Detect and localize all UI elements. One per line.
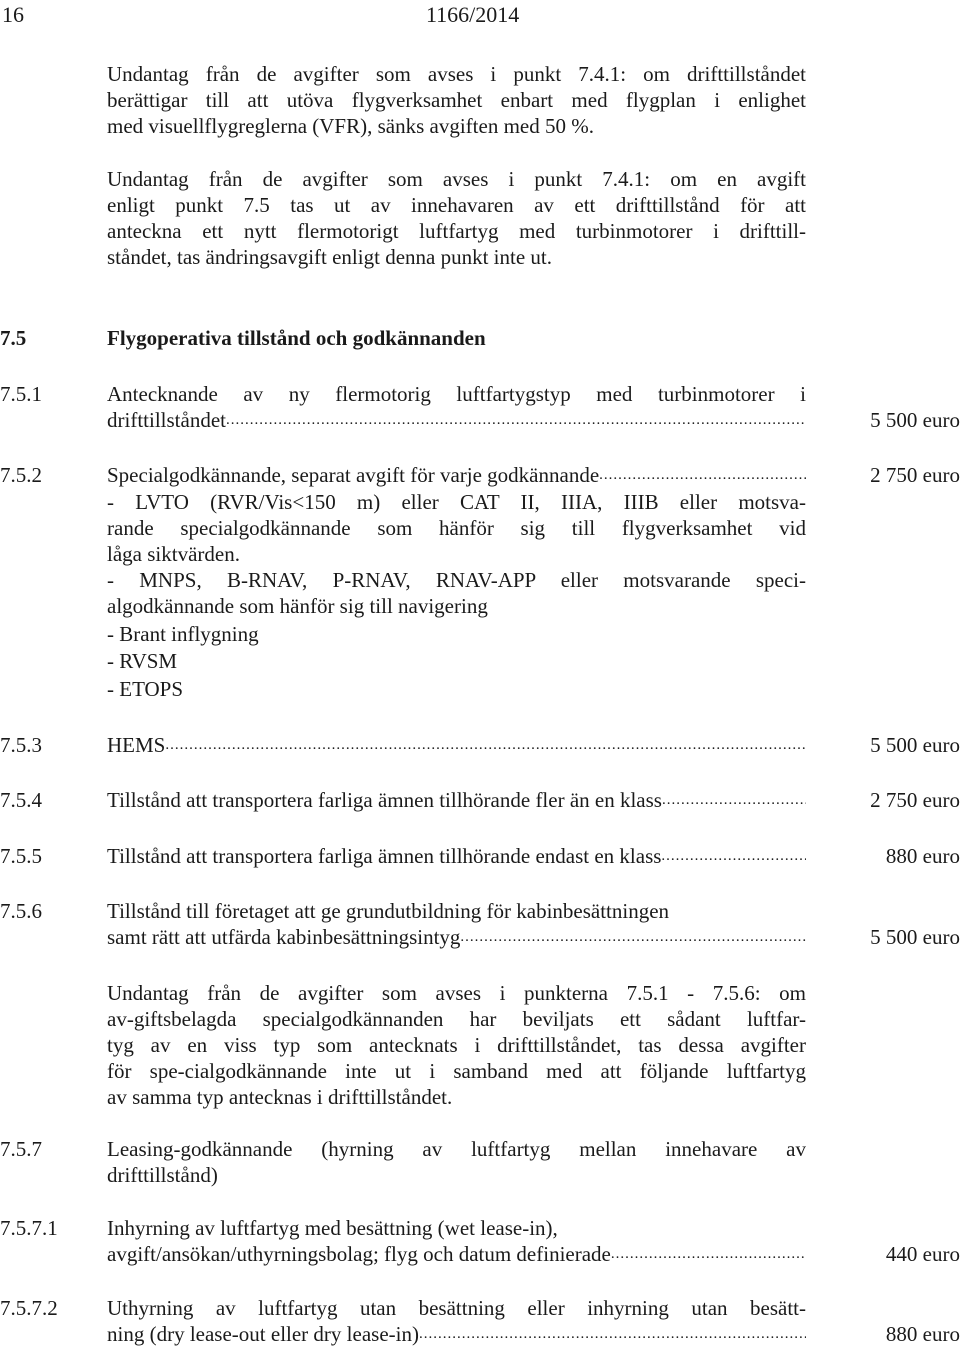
item-amount: 5 500 euro <box>870 733 960 757</box>
item-amount: 2 750 euro <box>870 788 960 812</box>
dot-leader <box>419 1321 806 1347</box>
dot-leader <box>611 1241 806 1267</box>
sub-item-line: låga siktvärden. <box>107 542 240 566</box>
item-leader-line <box>107 407 806 433</box>
paragraph-line: Undantag från de avgifter som avses i punkterna 7.5.1 - 7.5.6: om <box>107 981 806 1005</box>
item-text: Inhyrning av luftfartyg med besättning (wet lease-in), <box>107 1216 558 1240</box>
item-number: 7.5.5 <box>0 844 42 868</box>
item-amount: 440 euro <box>885 1242 960 1266</box>
dot-leader <box>165 732 806 758</box>
item-number: 7.5.3 <box>0 733 42 757</box>
item-text: Antecknande av ny flermotorig luftfartygstyp med turbinmotorer i <box>107 382 806 406</box>
item-amount: 880 euro <box>885 844 960 868</box>
dot-leader <box>599 462 806 488</box>
sub-item-line: algodkännande som hänför sig till navigering <box>107 594 488 618</box>
dot-leader <box>460 924 806 950</box>
item-text: drifttillståndet <box>107 408 226 432</box>
section-title: Flygoperativa tillstånd och godkännanden <box>107 326 486 350</box>
sub-item-line: - Brant inflygning <box>107 622 259 646</box>
item-text: ning (dry lease-out eller dry lease-in) <box>107 1322 419 1346</box>
item-text: Tillstånd att transportera farliga ämnen tillhörande fler än en klass <box>107 788 662 812</box>
sub-item-line: rande specialgodkännande som hänför sig till flygverksamhet vid <box>107 516 806 540</box>
item-text: Specialgodkännande, separat avgift för varje godkännande <box>107 463 600 487</box>
item-text: Tillstånd till företaget att ge grundutbildning för kabinbesättningen <box>107 899 670 923</box>
item-number: 7.5.4 <box>0 788 42 812</box>
item-leader-line <box>107 732 806 758</box>
item-leader-line <box>107 1321 806 1347</box>
section-number: 7.5 <box>0 326 27 350</box>
item-text: Uthyrning av luftfartyg utan besättning eller inhyrning utan besätt- <box>107 1296 806 1320</box>
paragraph-line: berättigar till att utöva flygverksamhet enbart med flygplan i enlighet <box>107 88 806 112</box>
item-number: 7.5.7.1 <box>0 1216 58 1240</box>
paragraph-line: av-giftsbelagda specialgodkännanden har beviljats ett sådant luftfar- <box>107 1007 806 1031</box>
document-id: 1166/2014 <box>426 2 520 27</box>
dot-leader <box>662 787 806 813</box>
item-number: 7.5.1 <box>0 382 42 406</box>
item-text: drifttillstånd) <box>107 1163 218 1187</box>
sub-item-line: - RVSM <box>107 649 178 673</box>
paragraph-line: anteckna ett nytt flermotorigt luftfartyg med turbinmotorer i drifttill- <box>107 219 806 243</box>
page-number: 16 <box>2 2 24 27</box>
paragraph-line: med visuellflygreglerna (VFR), sänks avgiften med 50 %. <box>107 114 594 138</box>
item-leader-line <box>107 462 806 488</box>
item-amount: 2 750 euro <box>870 463 960 487</box>
paragraph-line: enligt punkt 7.5 tas ut av innehavaren av ett drifttillstånd för att <box>107 193 806 217</box>
paragraph-line: Undantag från de avgifter som avses i punkt 7.4.1: om drifttillståndet <box>107 62 806 86</box>
dot-leader <box>661 843 806 869</box>
item-number: 7.5.7 <box>0 1137 42 1161</box>
paragraph-line: ståndet, tas ändringsavgift enligt denna punkt inte ut. <box>107 245 552 269</box>
item-amount: 5 500 euro <box>870 925 960 949</box>
item-text: Leasing-godkännande (hyrning av luftfartyg mellan innehavare av <box>107 1137 806 1161</box>
sub-item-line: - MNPS, B-RNAV, P-RNAV, RNAV-APP eller motsvarande speci- <box>107 568 806 592</box>
item-leader-line <box>107 787 806 813</box>
dot-leader <box>226 407 806 433</box>
item-text: samt rätt att utfärda kabinbesättningsintyg <box>107 925 461 949</box>
item-text: avgift/ansökan/uthyrningsbolag; flyg och datum definierade <box>107 1242 611 1266</box>
paragraph-line: tyg av en viss typ som antecknats i drifttillståndet, tas dessa avgifter <box>107 1033 806 1057</box>
paragraph-line: för spe-cialgodkännande inte ut i samband med att följande luftfartyg <box>107 1059 806 1083</box>
paragraph-line: av samma typ antecknas i drifttillståndet. <box>107 1085 453 1109</box>
item-text: Tillstånd att transportera farliga ämnen tillhörande endast en klass <box>107 844 662 868</box>
sub-item-line: - ETOPS <box>107 677 184 701</box>
item-leader-line <box>107 843 806 869</box>
item-amount: 5 500 euro <box>870 408 960 432</box>
item-number: 7.5.6 <box>0 899 42 923</box>
item-text: HEMS <box>107 733 166 757</box>
item-leader-line <box>107 924 806 950</box>
item-leader-line <box>107 1241 806 1267</box>
paragraph-line: Undantag från de avgifter som avses i punkt 7.4.1: om en avgift <box>107 167 806 191</box>
item-number: 7.5.2 <box>0 463 42 487</box>
item-amount: 880 euro <box>885 1322 960 1346</box>
item-number: 7.5.7.2 <box>0 1296 58 1320</box>
sub-item-line: - LVTO (RVR/Vis<150 m) eller CAT II, IIIA, IIIB eller motsva- <box>107 490 806 514</box>
